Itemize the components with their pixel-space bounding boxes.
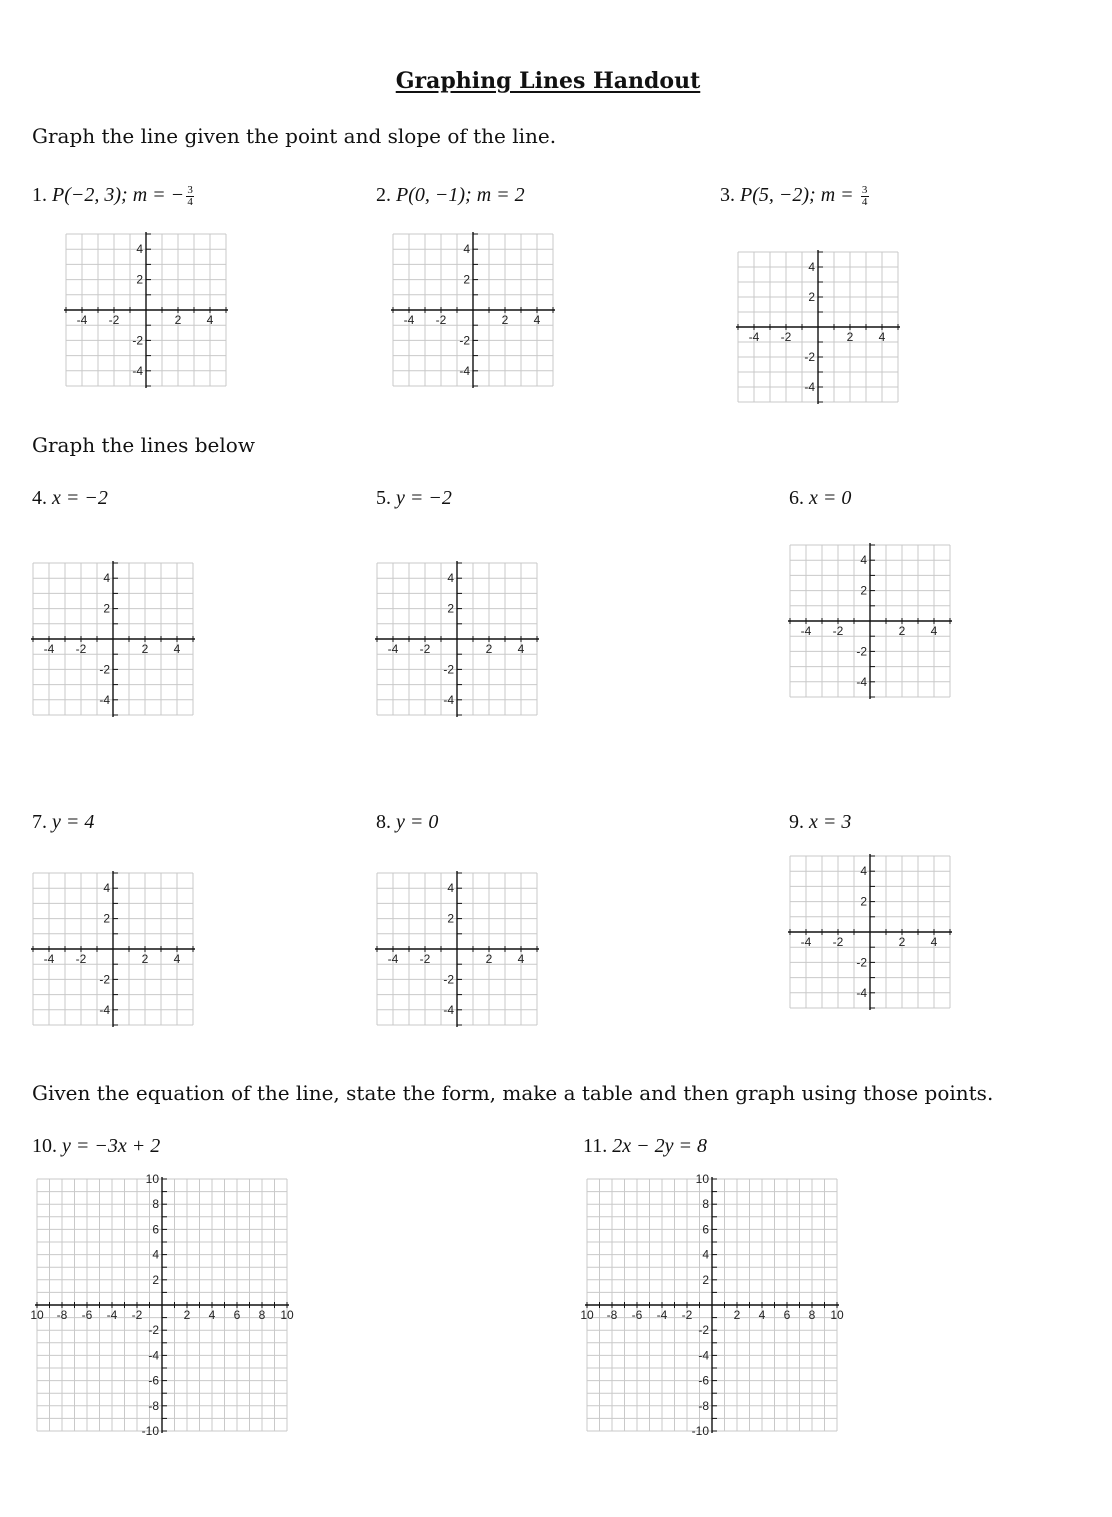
x-tick-label: 10 (830, 1308, 844, 1322)
x-tick-label: -4 (43, 642, 55, 656)
problem-3 (720, 184, 869, 208)
x-tick-label: 2 (898, 624, 906, 638)
x-tick-label: 6 (233, 1308, 241, 1322)
problem-5 (376, 487, 452, 510)
x-tick-label: -8 (56, 1308, 68, 1322)
problem-8-number: 8. (376, 811, 391, 833)
y-tick-label: 4 (103, 571, 110, 586)
fraction-denominator: 4 (861, 195, 868, 208)
y-tick-label: -2 (99, 972, 110, 987)
problem-2-equation: P(0, −1); m = 2 (396, 184, 525, 206)
fraction-numerator: 3 (187, 183, 193, 196)
x-tick-label: 2 (898, 935, 906, 949)
y-tick-label: -4 (132, 363, 143, 378)
problem-2 (376, 184, 525, 207)
graph-1[interactable] (66, 234, 226, 386)
y-tick-label: 2 (136, 272, 143, 287)
problem-4-number: 4. (32, 487, 47, 509)
y-tick-label: -2 (132, 333, 143, 348)
x-tick-label: -2 (419, 952, 431, 966)
problem-3-fraction (861, 185, 869, 208)
problem-7 (32, 811, 94, 834)
x-tick-label: 4 (758, 1308, 766, 1322)
graph-7[interactable] (33, 873, 193, 1025)
y-tick-label: 2 (447, 601, 454, 616)
x-tick-label: 2 (485, 952, 493, 966)
graph-3[interactable] (738, 252, 898, 402)
section-instruction-point-slope: Graph the line given the point and slope of the line. (32, 124, 557, 148)
y-tick-label: 4 (152, 1247, 159, 1262)
y-tick-label: -2 (698, 1323, 709, 1338)
problem-10-equation: y = −3x + 2 (62, 1135, 161, 1157)
x-tick-label: -4 (656, 1308, 668, 1322)
x-tick-label: 4 (517, 642, 525, 656)
x-tick-label: -4 (76, 313, 88, 327)
problem-9-number: 9. (789, 811, 804, 833)
x-tick-label: -2 (832, 624, 844, 638)
problem-6 (789, 487, 851, 510)
x-tick-label: 10 (30, 1308, 44, 1322)
x-tick-label: -4 (403, 313, 415, 327)
y-tick-label: 4 (447, 881, 454, 896)
problem-11-equation: 2x − 2y = 8 (612, 1135, 708, 1157)
x-tick-label: -2 (75, 642, 87, 656)
problem-9-equation: x = 3 (809, 811, 852, 833)
y-tick-label: -4 (804, 380, 815, 394)
x-tick-label: 4 (878, 330, 886, 344)
x-tick-label: -6 (631, 1308, 643, 1322)
y-tick-label: 4 (136, 242, 143, 257)
y-tick-label: 8 (152, 1197, 159, 1212)
problem-6-equation: x = 0 (809, 487, 852, 509)
x-tick-label: 2 (141, 952, 149, 966)
y-tick-label: 2 (152, 1272, 159, 1287)
x-tick-label: -4 (387, 642, 399, 656)
problem-1-fraction (186, 185, 194, 208)
y-tick-label: 2 (463, 272, 470, 287)
y-tick-label: 2 (447, 911, 454, 926)
y-tick-label: -2 (856, 644, 867, 659)
problem-4 (32, 487, 108, 510)
problem-5-equation: y = −2 (396, 487, 452, 509)
graph-2[interactable] (393, 234, 553, 386)
y-tick-label: -4 (459, 363, 470, 378)
y-tick-label: -2 (443, 972, 454, 987)
y-tick-label: 8 (702, 1197, 709, 1212)
y-tick-label: 2 (103, 601, 110, 616)
y-tick-label: -4 (443, 1002, 454, 1017)
y-tick-label: 4 (860, 553, 867, 568)
y-tick-label: 6 (152, 1222, 159, 1237)
problem-3-equation: P(5, −2); m = (740, 184, 859, 206)
y-tick-label: -6 (698, 1373, 709, 1388)
graph-11[interactable] (580, 1172, 844, 1438)
graph-6[interactable] (790, 545, 950, 697)
x-tick-label: -4 (106, 1308, 118, 1322)
graph-10[interactable] (30, 1172, 294, 1438)
problem-7-equation: y = 4 (52, 811, 95, 833)
y-tick-label: -2 (443, 662, 454, 677)
problem-10 (32, 1135, 160, 1158)
y-tick-label: -2 (148, 1323, 159, 1338)
x-tick-label: 2 (733, 1308, 741, 1322)
y-tick-label: 2 (808, 290, 815, 304)
graph-9[interactable] (790, 856, 950, 1008)
x-tick-label: -2 (435, 313, 447, 327)
problem-8 (376, 811, 438, 834)
x-tick-label: 4 (930, 624, 938, 638)
y-tick-label: -2 (459, 333, 470, 348)
x-tick-label: 4 (173, 642, 181, 656)
y-tick-label: -4 (99, 692, 110, 707)
fraction-numerator: 3 (861, 183, 868, 196)
x-tick-label: 4 (208, 1308, 216, 1322)
x-tick-label: -2 (832, 935, 844, 949)
y-tick-label: -6 (148, 1373, 159, 1388)
y-tick-label: -10 (691, 1424, 709, 1438)
x-tick-label: 4 (206, 313, 214, 327)
x-tick-label: -2 (108, 313, 120, 327)
x-tick-label: -2 (681, 1308, 693, 1322)
problem-4-equation: x = −2 (52, 487, 108, 509)
problem-2-number: 2. (376, 184, 391, 206)
y-tick-label: 10 (145, 1172, 159, 1186)
y-tick-label: -8 (148, 1398, 159, 1413)
x-tick-label: 4 (533, 313, 541, 327)
x-tick-label: 2 (141, 642, 149, 656)
y-tick-label: -4 (148, 1348, 159, 1363)
x-tick-label: 4 (930, 935, 938, 949)
x-tick-label: -2 (131, 1308, 143, 1322)
y-tick-label: 4 (463, 242, 470, 257)
x-tick-label: -2 (419, 642, 431, 656)
x-tick-label: 6 (783, 1308, 791, 1322)
graph-5[interactable] (377, 563, 537, 715)
y-tick-label: -4 (698, 1348, 709, 1363)
y-tick-label: -4 (99, 1002, 110, 1017)
x-tick-label: -4 (748, 330, 760, 344)
x-tick-label: 10 (580, 1308, 594, 1322)
y-tick-label: -4 (856, 985, 867, 1000)
y-tick-label: -2 (804, 350, 815, 364)
section-instruction-forms: Given the equation of the line, state the form, make a table and then graph using those points. (32, 1081, 994, 1105)
y-tick-label: 2 (860, 583, 867, 598)
y-tick-label: 2 (702, 1272, 709, 1287)
x-tick-label: -4 (800, 624, 812, 638)
x-tick-label: -2 (75, 952, 87, 966)
problem-1-equation: P(−2, 3); m = − (52, 184, 185, 206)
x-tick-label: -4 (387, 952, 399, 966)
x-tick-label: -8 (606, 1308, 618, 1322)
graph-4[interactable] (33, 563, 193, 715)
y-tick-label: 2 (860, 894, 867, 909)
y-tick-label: 4 (808, 260, 815, 274)
y-tick-label: 6 (702, 1222, 709, 1237)
x-tick-label: 8 (808, 1308, 816, 1322)
x-tick-label: 4 (517, 952, 525, 966)
x-tick-label: -6 (81, 1308, 93, 1322)
y-tick-label: 2 (103, 911, 110, 926)
x-tick-label: 4 (173, 952, 181, 966)
y-tick-label: -4 (443, 692, 454, 707)
x-tick-label: 2 (485, 642, 493, 656)
graph-8[interactable] (377, 873, 537, 1025)
problem-1-number: 1. (32, 184, 47, 206)
x-tick-label: -2 (780, 330, 792, 344)
problem-10-number: 10. (32, 1135, 57, 1157)
x-tick-label: 8 (258, 1308, 266, 1322)
problem-11-number: 11. (583, 1135, 608, 1157)
page-title: Graphing Lines Handout (395, 68, 701, 94)
x-tick-label: -4 (800, 935, 812, 949)
y-tick-label: 4 (447, 571, 454, 586)
x-tick-label: 10 (280, 1308, 294, 1322)
problem-5-number: 5. (376, 487, 391, 509)
problem-3-number: 3. (720, 184, 735, 206)
y-tick-label: -2 (99, 662, 110, 677)
problem-6-number: 6. (789, 487, 804, 509)
x-tick-label: -4 (43, 952, 55, 966)
y-tick-label: -8 (698, 1398, 709, 1413)
x-tick-label: 2 (174, 313, 182, 327)
y-tick-label: 4 (860, 864, 867, 879)
y-tick-label: -2 (856, 955, 867, 970)
problem-11 (583, 1135, 707, 1158)
problem-7-number: 7. (32, 811, 47, 833)
x-tick-label: 2 (846, 330, 854, 344)
x-tick-label: 2 (183, 1308, 191, 1322)
fraction-denominator: 4 (187, 195, 193, 208)
y-tick-label: -4 (856, 674, 867, 689)
y-tick-label: 10 (695, 1172, 709, 1186)
section-instruction-lines: Graph the lines below (32, 433, 255, 457)
problem-9 (789, 811, 851, 834)
x-tick-label: 2 (501, 313, 509, 327)
problem-8-equation: y = 0 (396, 811, 439, 833)
y-tick-label: 4 (702, 1247, 709, 1262)
y-tick-label: 4 (103, 881, 110, 896)
problem-1 (32, 184, 194, 208)
y-tick-label: -10 (141, 1424, 159, 1438)
